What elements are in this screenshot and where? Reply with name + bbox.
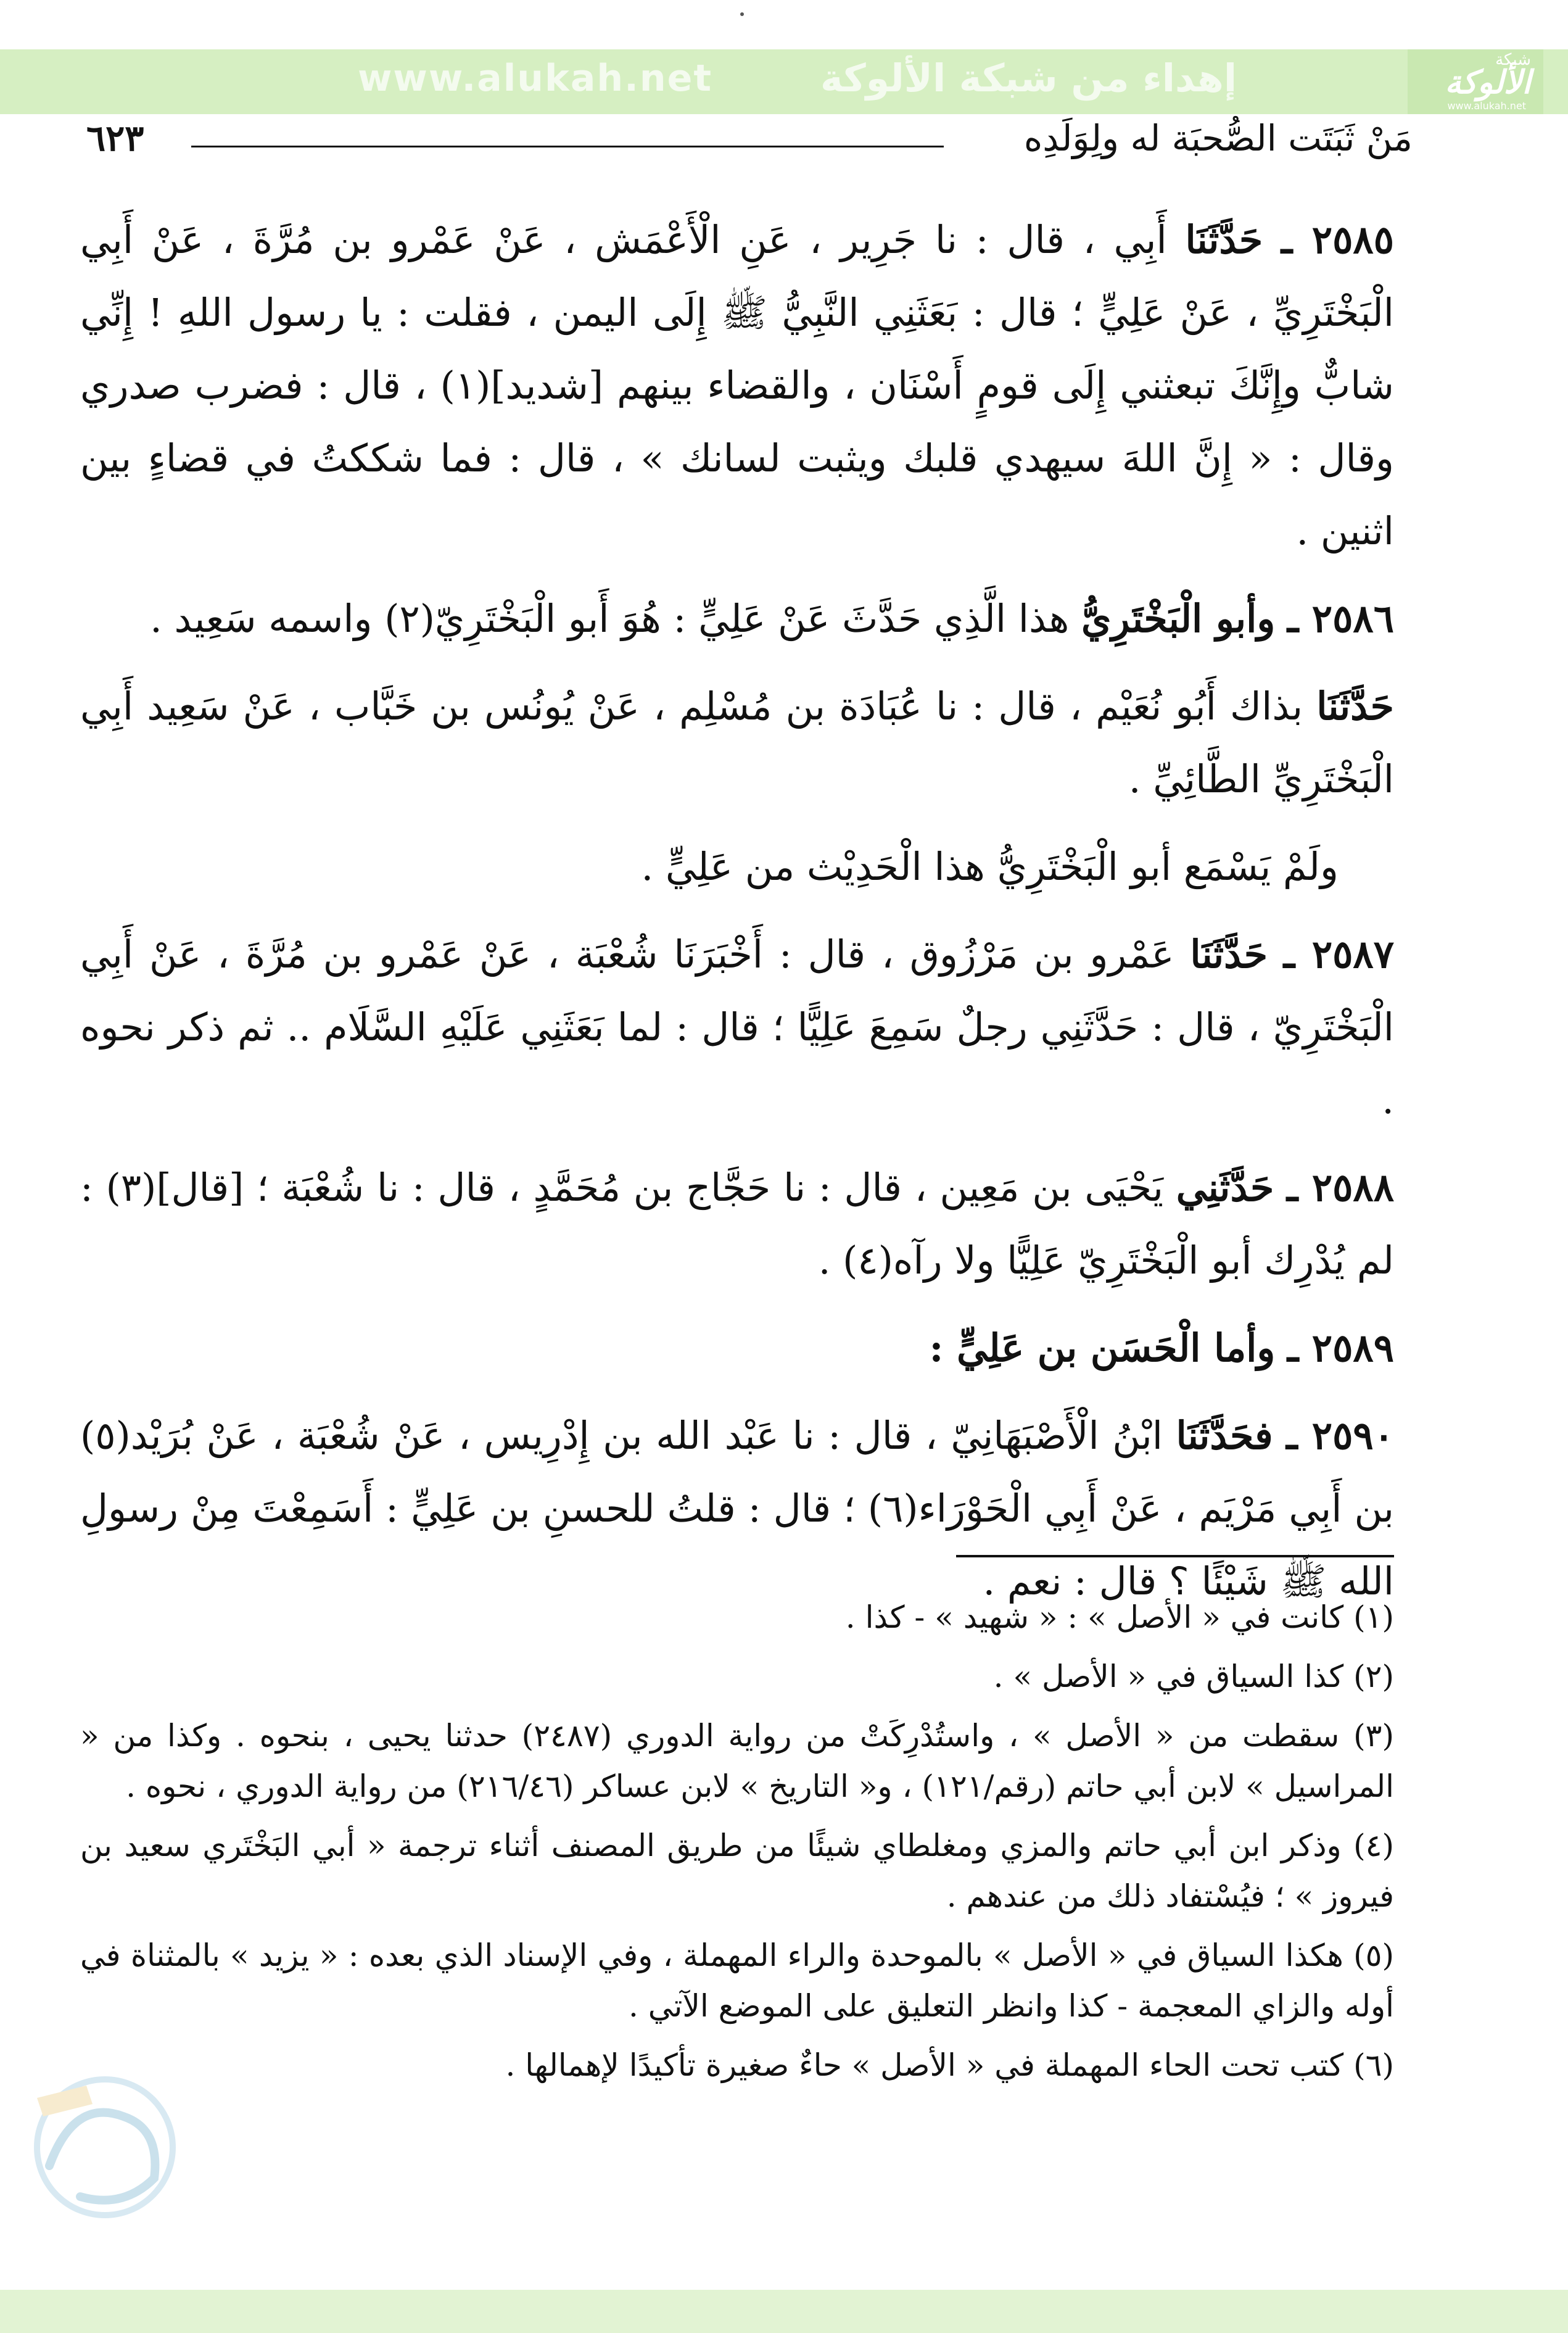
hadith-number: ٢٥٨٦ ـ (1287, 596, 1394, 641)
hadith-lead: فحَدَّثَنَا (1176, 1413, 1273, 1458)
site-banner (0, 49, 1568, 114)
hadith-lead: حَدَّثَنَا (1316, 684, 1394, 729)
footnote-text: كذا السياق في « الأصل » . (993, 1659, 1344, 1694)
logo-top-text: شبكة (1495, 51, 1531, 69)
footnote-marker: (١) (1353, 1599, 1394, 1635)
footnote-text: سقطت من « الأصل » ، واستُدْرِكَتْ من رواية الدوري (٢٤٨٧) حدثنا يحيى ، بنحوه . وكذا من « المراسيل » لابن أبي حاتم (رقم/١٢١) ، و« التاريخ » لابن عساكر (٢١٦/٤٦) من رواية الدوري ، نحوه . (80, 1718, 1394, 1804)
scan-dot (740, 12, 744, 16)
hadith-2589 (80, 1312, 1394, 1385)
banner-gift-text: إهداء من شبكة الألوكة (820, 56, 1237, 101)
footnote-3 (80, 1710, 1394, 1812)
footnote-text: كانت في « الأصل » : « شهيد » - كذا . (845, 1599, 1344, 1635)
footnote-marker: (٣) (1353, 1718, 1394, 1754)
hadith-text: أَبِي ، قال : نا جَرِير ، عَنِ الْأَعْمَش ، عَنْ عَمْرو بن مُرَّةَ ، عَنْ أَبِي الْبَخْتَرِيِّ ، عَنْ عَلِيٍّ ؛ قال : بَعَثَنِي النَّبِيُّ ﷺ إِلَى اليمن ، فقلت : يا رسول اللهِ ! إِنِّي شابٌّ وإِنَّكَ تبعثني إِلَى قومٍ أَسْنَان ، والقضاء بينهم [شديد](١) ، قال : فضرب صدري وقال : « إِنَّ اللهَ سيهدي قلبك ويثبت لسانك » ، قال : فما شككتُ في قضاءٍ بين اثنين . (80, 217, 1395, 553)
banner-url[interactable]: www.alukah.net (358, 57, 713, 100)
hadith-text: ولَمْ يَسْمَع أبو الْبَخْتَرِيُّ هذا الْحَدِيْث من عَلِيٍّ . (641, 844, 1339, 889)
hadith-2588 (80, 1151, 1394, 1297)
footnote-1 (80, 1592, 1394, 1643)
hadith-number: ٢٥٨٨ ـ (1287, 1165, 1395, 1210)
alukah-logo[interactable] (1408, 49, 1543, 114)
hadith-lead: حَدَّثَنَا (1185, 217, 1263, 262)
footnote-marker: (٤) (1353, 1828, 1394, 1863)
hadith-text: عَمْرو بن مَرْزُوق ، قال : أَخْبَرَنَا شُعْبَة ، عَنْ عَمْرو بن مُرَّةَ ، عَنْ أَبِي الْبَخْتَرِيّ ، قال : حَدَّثَنِي رجلٌ سَمِعَ عَلِيًّا ؛ قال : لما بَعَثَنِي عَلَيْهِ السَّلَام .. ثم ذكر نحوه . (80, 932, 1395, 1122)
footnote-text: كتب تحت الحاء المهملة في « الأصل » حاءٌ صغيرة تأكيدًا لإهمالها . (505, 2047, 1344, 2083)
logo-main-text: الألوكة (1445, 64, 1531, 101)
footnote-marker: (٢) (1353, 1659, 1394, 1694)
footnote-divider (956, 1555, 1394, 1557)
footnote-2 (80, 1651, 1394, 1702)
hadith-lead: وأبو الْبَخْتَرِيُّ (1081, 596, 1276, 641)
running-header (86, 117, 1413, 167)
hadith-text: ابْنُ الْأَصْبَهَانِيّ ، قال : نا عَبْد الله بن إِدْرِيس ، عَنْ شُعْبَة ، عَنْ بُرَيْد(٥) بن أَبِي مَرْيَم ، عَنْ أَبِي الْحَوْرَاء(٦) ؛ قال : قلتُ للحسنِ بن عَلِيٍّ : أَسَمِعْتَ مِنْ رسولِ الله ﷺ شَيْئًا ؟ قال : نعم . (80, 1413, 1394, 1604)
footnote-6 (80, 2040, 1394, 2091)
footnote-text: وذكر ابن أبي حاتم والمزي ومغلطاي شيئًا من طريق المصنف أثناء ترجمة « أبي البَخْتَري سعيد بن فيروز » ؛ فيُسْتفاد ذلك من عندهم . (80, 1828, 1394, 1914)
chapter-title: مَنْ ثَبَتَت الصُّحبَة له ولِوَلَدِه (1023, 117, 1413, 159)
hadith-lead: وأما الْحَسَن بن عَلِيٍّ : (929, 1325, 1276, 1370)
page-number: ٦٢٣ (86, 117, 144, 159)
hadith-number: ٢٥٩٠ ـ (1286, 1413, 1394, 1458)
hadith-lead: حَدَّثَنَا (1190, 932, 1268, 977)
hadith-2585 (80, 204, 1394, 568)
hadith-number: ٢٥٨٥ ـ (1281, 217, 1394, 262)
main-text (80, 204, 1394, 1633)
hadith-text: يَحْيَى بن مَعِين ، قال : نا حَجَّاج بن مُحَمَّدٍ ، قال : نا شُعْبَة ؛ [قال](٣) : لم يُدْرِك أبو الْبَخْتَرِيّ عَلِيًّا ولا رآه(٤) . (80, 1165, 1394, 1283)
footnotes (80, 1592, 1394, 2099)
footnote-marker: (٦) (1353, 2047, 1394, 2083)
hadith-2587 (80, 918, 1394, 1137)
header-rule (191, 146, 944, 147)
footnote-5 (80, 1930, 1394, 2031)
footnote-text: هكذا السياق في « الأصل » بالموحدة والراء المهملة ، وفي الإسناد الذي بعده : « يزيد » بالمثناة في أوله والزاي المعجمة - كذا وانظر التعليق على الموضع الآتي . (80, 1937, 1394, 2024)
hadith-2586 (80, 582, 1394, 655)
logo-sub-text: www.alukah.net (1447, 100, 1526, 112)
hadith-number: ٢٥٨٩ ـ (1287, 1325, 1394, 1370)
footnote-4 (80, 1820, 1394, 1921)
hadith-2590 (80, 1399, 1394, 1618)
hadith-text: بذاك أَبُو نُعَيْم ، قال : نا عُبَادَة بن مُسْلِم ، عَنْ يُونُس بن خَبَّاب ، عَنْ سَعِيد أَبِي الْبَخْتَرِيِّ الطَّائِيِّ . (80, 684, 1394, 802)
bottom-band (0, 2290, 1568, 2333)
hadith-lead: حَدَّثَنِي (1176, 1165, 1274, 1210)
author-comment (80, 831, 1394, 903)
hadith-number: ٢٥٨٧ ـ (1283, 932, 1395, 977)
footnote-marker: (٥) (1353, 1937, 1394, 1973)
hadith-text: هذا الَّذِي حَدَّثَ عَنْ عَلِيٍّ : هُوَ أَبو الْبَخْتَرِيّ(٢) واسمه سَعِيد . (150, 596, 1070, 641)
watermark-stamp (0, 2061, 216, 2234)
hadith-2586-continuation (80, 670, 1394, 816)
